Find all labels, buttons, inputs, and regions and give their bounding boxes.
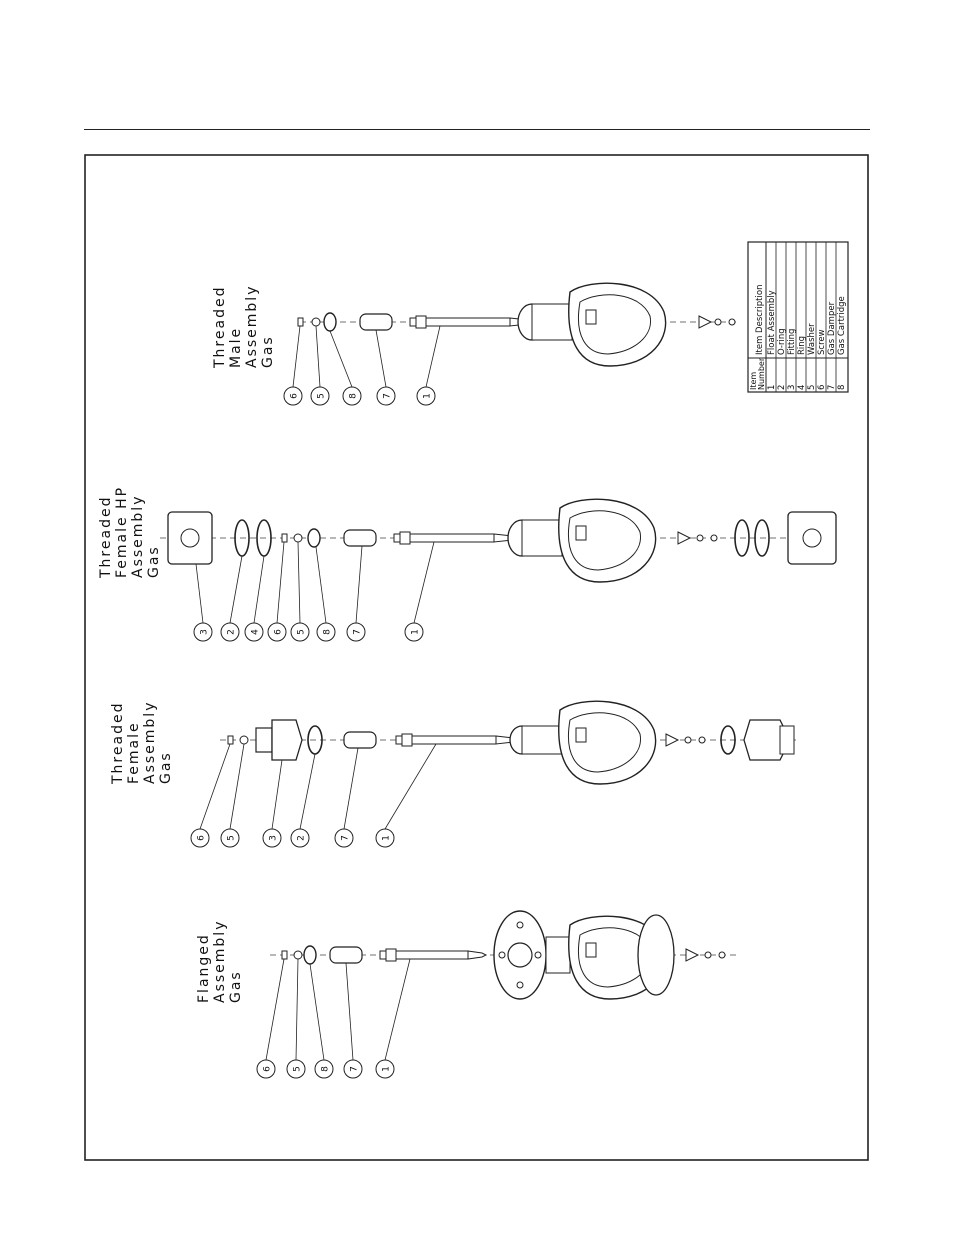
part-screw xyxy=(298,318,303,326)
svg-text:3: 3 xyxy=(268,835,279,841)
table-header-description: Item Description xyxy=(755,284,765,355)
callout-bubble xyxy=(344,1060,362,1078)
callout-bubble xyxy=(287,1060,305,1078)
part-gas-damper xyxy=(330,947,362,963)
callout-bubble xyxy=(191,829,209,847)
callout-bubble xyxy=(315,1060,333,1078)
callout-bubble xyxy=(268,623,286,641)
title-line: Threaded xyxy=(212,285,228,368)
svg-text:1: 1 xyxy=(422,393,433,399)
callout-bubble xyxy=(284,387,302,405)
parts-table xyxy=(748,242,848,392)
callout-bubble xyxy=(376,829,394,847)
assembly-title xyxy=(196,920,244,1003)
callout-bubble xyxy=(257,1060,275,1078)
svg-text:6: 6 xyxy=(262,1066,273,1072)
svg-text:7: 7 xyxy=(349,1066,360,1072)
part-fitting xyxy=(168,512,212,564)
callout-bubble xyxy=(221,829,239,847)
title-line: Female HP xyxy=(114,485,130,578)
callout-bubble xyxy=(347,623,365,641)
part-gas-damper xyxy=(360,314,392,330)
svg-text:5: 5 xyxy=(316,393,327,399)
svg-text:8: 8 xyxy=(320,1066,331,1072)
svg-text:Ring: Ring xyxy=(797,335,807,355)
svg-text:5: 5 xyxy=(296,629,307,635)
svg-text:7: 7 xyxy=(382,393,393,399)
callout-bubble xyxy=(343,387,361,405)
part-washer xyxy=(294,534,302,542)
svg-text:2: 2 xyxy=(226,629,237,635)
title-line: Flanged xyxy=(196,933,212,1003)
title-line: Male xyxy=(228,326,244,368)
part-washer xyxy=(240,736,248,744)
part-washer xyxy=(294,951,302,959)
title-line: Gas xyxy=(146,545,162,578)
callout-bubble xyxy=(311,387,329,405)
svg-text:7: 7 xyxy=(340,835,351,841)
part-float-assembly xyxy=(410,316,532,328)
title-line: Assembly xyxy=(244,284,260,368)
part-screw xyxy=(282,951,287,959)
callout-bubble xyxy=(335,829,353,847)
callouts xyxy=(257,959,410,1078)
svg-text:1: 1 xyxy=(381,835,392,841)
callouts xyxy=(284,326,440,405)
callout-bubble xyxy=(194,623,212,641)
svg-text:3: 3 xyxy=(787,384,797,390)
title-line: Threaded xyxy=(98,495,114,578)
callout-bubble xyxy=(221,623,239,641)
assembly-threaded-female-hp xyxy=(98,486,840,641)
title-line: Threaded xyxy=(110,701,126,784)
assembly-flanged xyxy=(196,911,740,1078)
title-line: Gas xyxy=(260,335,276,368)
svg-text:7: 7 xyxy=(827,384,837,390)
part-screw xyxy=(282,534,287,542)
svg-text:7: 7 xyxy=(352,629,363,635)
part-body xyxy=(518,283,666,366)
callout-bubble xyxy=(417,387,435,405)
svg-text:3: 3 xyxy=(199,629,210,635)
part-gas-damper xyxy=(344,732,376,748)
svg-text:Gas Damper: Gas Damper xyxy=(827,301,837,355)
title-line: Female xyxy=(126,721,142,784)
title-line: Gas xyxy=(228,970,244,1003)
callouts xyxy=(194,542,434,641)
svg-text:Washer: Washer xyxy=(807,323,817,355)
part-fitting-end xyxy=(699,316,711,328)
part-gas-damper xyxy=(344,530,376,546)
part-fitting-end xyxy=(686,949,698,961)
svg-text:4: 4 xyxy=(797,384,807,390)
title-line: Assembly xyxy=(212,919,228,1003)
svg-text:2: 2 xyxy=(777,384,787,390)
callout-bubble xyxy=(376,1060,394,1078)
svg-text:O-ring: O-ring xyxy=(777,328,787,355)
svg-text:6: 6 xyxy=(196,835,207,841)
part-gas-cartridge xyxy=(324,313,336,331)
callouts xyxy=(191,744,436,847)
callout-bubble xyxy=(291,623,309,641)
assembly-threaded-female xyxy=(110,701,800,847)
callout-bubble xyxy=(291,829,309,847)
part-screw xyxy=(228,736,233,744)
part-washer xyxy=(312,318,320,326)
part-body xyxy=(510,701,656,784)
callout-bubble xyxy=(377,387,395,405)
svg-text:5: 5 xyxy=(226,835,237,841)
part-fitting-end xyxy=(678,532,690,544)
part-float-assembly xyxy=(394,532,516,544)
svg-text:1: 1 xyxy=(410,629,421,635)
svg-text:Fitting: Fitting xyxy=(787,328,797,355)
callout-bubble xyxy=(263,829,281,847)
svg-text:8: 8 xyxy=(837,384,847,390)
callout-bubble xyxy=(405,623,423,641)
part-float-assembly xyxy=(396,734,518,746)
part-gas-cartridge xyxy=(308,529,320,547)
svg-text:5: 5 xyxy=(292,1066,303,1072)
assembly-title xyxy=(98,486,162,579)
table-header-number: Number xyxy=(757,357,766,390)
svg-text:6: 6 xyxy=(289,393,300,399)
part-body xyxy=(508,499,656,582)
svg-text:1: 1 xyxy=(381,1066,392,1072)
assembly-title xyxy=(212,285,276,369)
assembly-title xyxy=(110,701,174,785)
part-fitting-end xyxy=(666,734,678,746)
part-body xyxy=(494,911,674,999)
callout-bubble xyxy=(317,623,335,641)
assembly-threaded-male xyxy=(212,283,740,405)
svg-text:Float Assembly: Float Assembly xyxy=(767,290,777,355)
title-line: Assembly xyxy=(142,700,158,784)
svg-text:Gas Cartridge: Gas Cartridge xyxy=(837,296,847,355)
part-fitting xyxy=(256,720,302,760)
title-line: Assembly xyxy=(130,494,146,578)
svg-text:Screw: Screw xyxy=(817,329,827,355)
svg-text:6: 6 xyxy=(273,629,284,635)
table-header-number: Item xyxy=(749,371,758,390)
svg-text:8: 8 xyxy=(348,393,359,399)
svg-text:1: 1 xyxy=(767,384,777,390)
svg-text:5: 5 xyxy=(807,384,817,390)
svg-text:6: 6 xyxy=(817,384,827,390)
title-line: Gas xyxy=(158,751,174,784)
callout-bubble xyxy=(245,623,263,641)
svg-text:2: 2 xyxy=(296,835,307,841)
svg-text:8: 8 xyxy=(322,629,333,635)
svg-text:4: 4 xyxy=(250,629,261,635)
part-float-assembly xyxy=(380,949,486,961)
part-gas-cartridge xyxy=(304,946,316,964)
